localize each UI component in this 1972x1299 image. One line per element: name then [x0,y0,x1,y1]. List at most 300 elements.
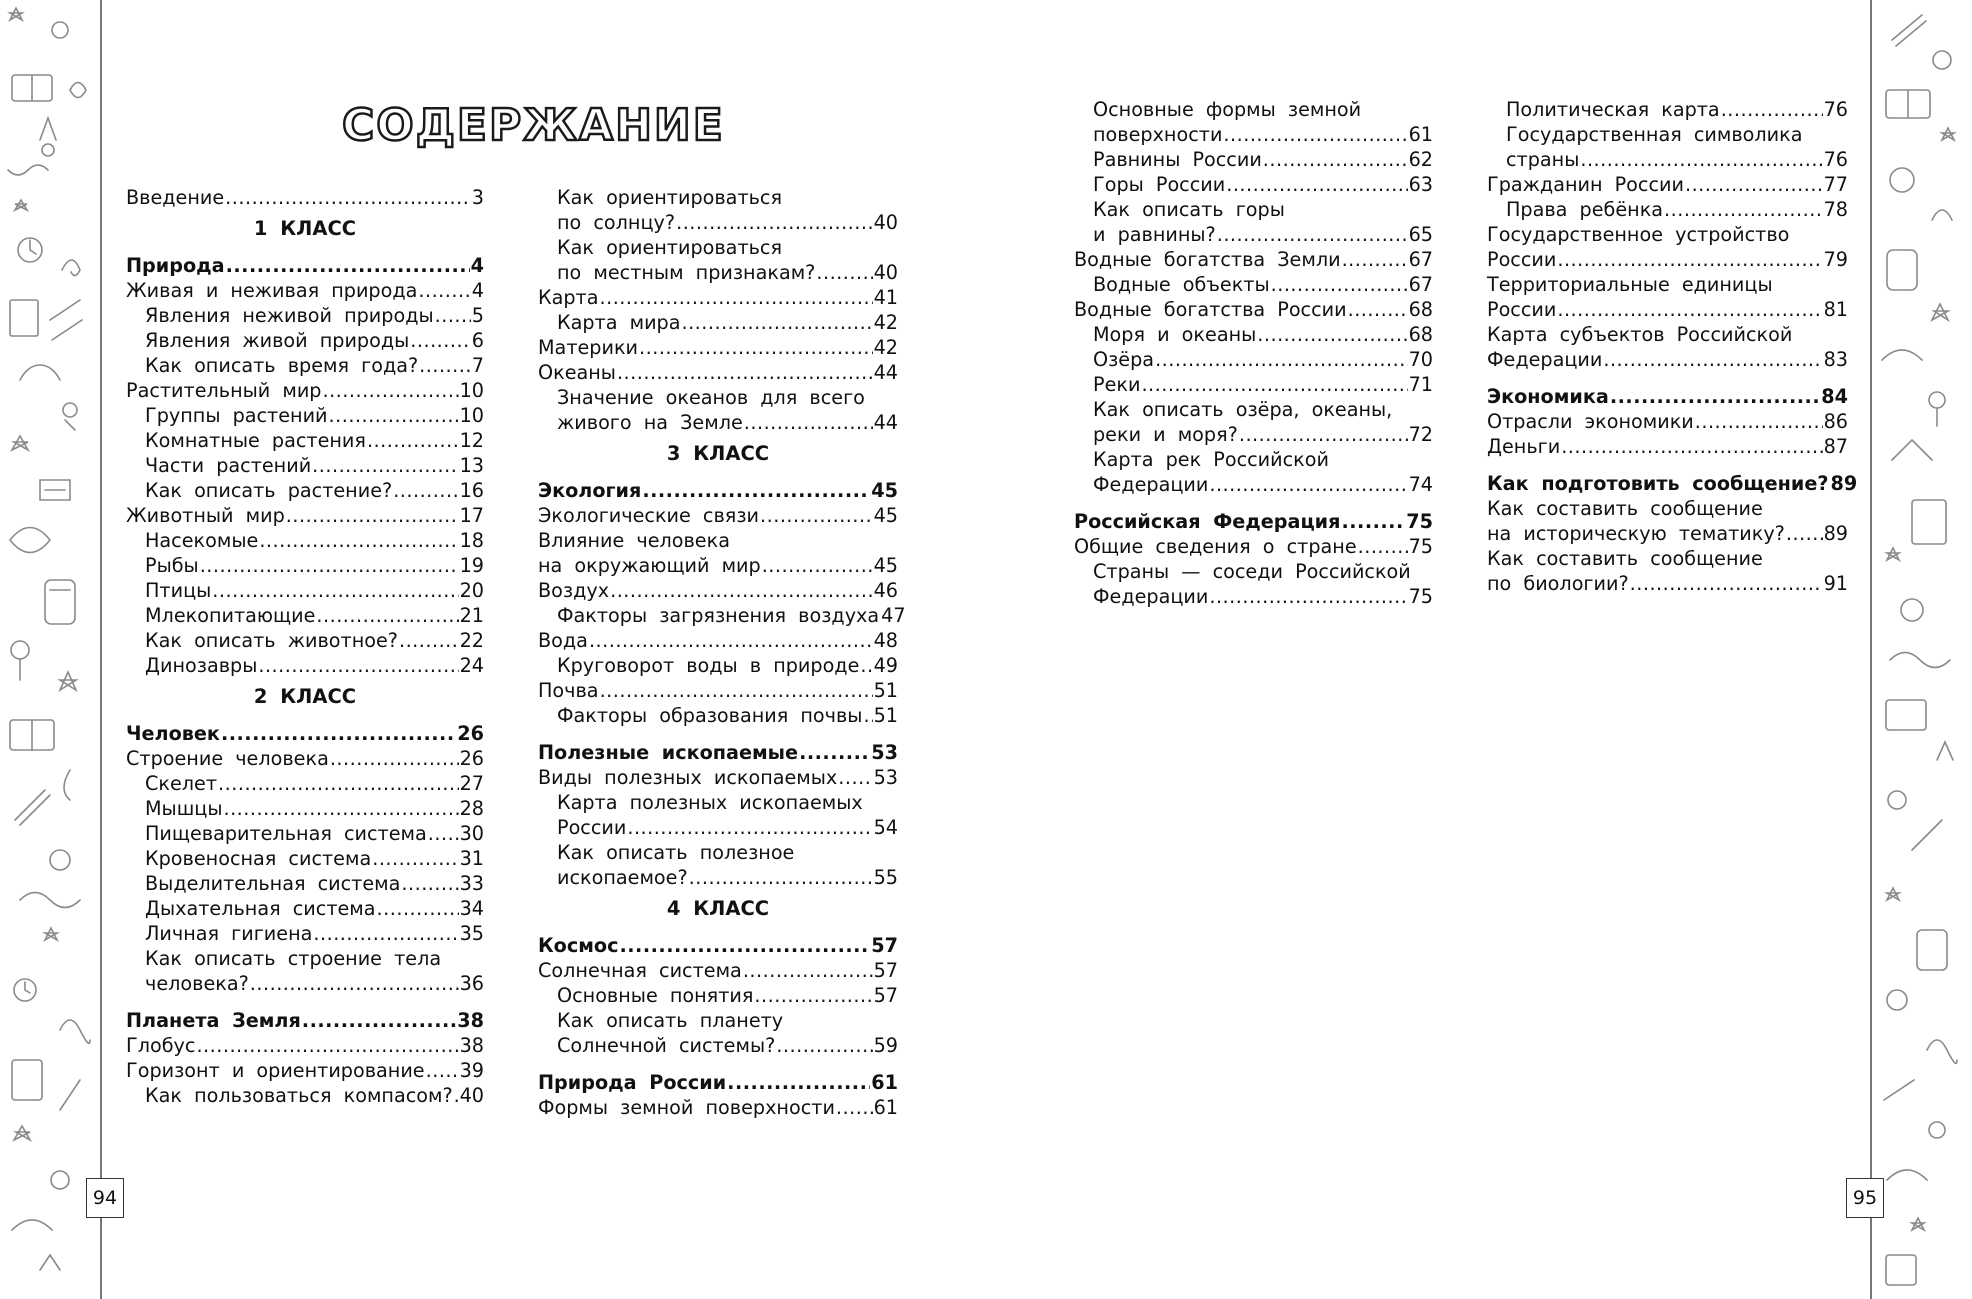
toc-page-number: 76 [1823,148,1848,171]
toc-entry-title: Как описать растение? [145,479,393,502]
toc-page-number: 45 [873,554,898,577]
toc-page-number: 24 [459,654,484,677]
toc-entry[interactable] [538,360,898,385]
toc-leader-dots [760,503,873,528]
toc-entry-title: Как подготовить сообщение? [1487,472,1829,495]
toc-page-number: 44 [873,411,898,434]
toc-entry-title: по биологии? [1487,572,1629,595]
toc-page-number: 79 [1823,248,1848,271]
toc-entry[interactable] [126,821,484,846]
toc-entry[interactable] [538,983,898,1008]
toc-entry[interactable] [126,721,484,746]
section-heading: 2 КЛАСС [253,685,357,708]
toc-entry[interactable] [126,553,484,578]
toc-leader-dots [200,553,459,578]
toc-leader-dots [1358,534,1408,559]
toc-entry[interactable] [1074,297,1433,322]
toc-entry-title: Кровеносная система [145,847,372,870]
toc-entry[interactable] [1487,521,1848,546]
toc-entry-title: Как составить сообщение [1487,497,1763,520]
toc-page-number: 70 [1408,348,1433,371]
toc-entry-title: Деньги [1487,435,1561,458]
toc-leader-dots [250,971,459,996]
toc-entry-title: Карта мира [557,311,681,334]
toc-entry-line[interactable] [1074,397,1433,422]
toc-entry[interactable] [538,653,898,678]
toc-leader-dots [1209,584,1407,609]
toc-entry-line[interactable] [1074,447,1433,472]
toc-entry[interactable] [1487,147,1848,172]
toc-entry-line[interactable] [1487,272,1848,297]
toc-leader-dots [1141,372,1407,397]
toc-entry-line[interactable] [1487,546,1848,571]
toc-leader-dots [329,403,459,428]
toc-entry[interactable] [1074,272,1433,297]
toc-entry-title: Материки [538,336,639,359]
toc-entry-line[interactable] [538,235,898,260]
toc-leader-dots [600,285,873,310]
toc-entry-title: Государственное устройство [1487,223,1790,246]
toc-page-number: 19 [459,554,484,577]
toc-leader-dots [676,210,872,235]
toc-entry-title: Основные формы земной [1093,98,1362,121]
toc-page-number: 87 [1823,435,1848,458]
toc-entry[interactable] [126,303,484,328]
toc-entry-line[interactable] [1487,322,1848,347]
toc-page-number: 47 [881,604,906,627]
left-doodle-border [0,0,102,1299]
toc-entry-title: Дыхательная система [145,897,376,920]
toc-page-number: 34 [459,897,484,920]
toc-entry-line[interactable] [1487,496,1848,521]
toc-page-number: 31 [459,847,484,870]
toc-page-number: 57 [871,934,898,957]
toc-leader-dots [322,378,458,403]
section-heading: 3 КЛАСС [666,442,770,465]
toc-entry-line[interactable] [126,946,484,971]
toc-entry[interactable] [126,403,484,428]
toc-entry[interactable] [1074,222,1433,247]
toc-entry[interactable] [126,796,484,821]
toc-entry-title: Страны — соседи Российской [1093,560,1411,583]
toc-leader-dots [428,821,459,846]
toc-entry[interactable] [126,1058,484,1083]
toc-entry[interactable] [1074,247,1433,272]
toc-entry[interactable] [1074,422,1433,447]
toc-entry-line[interactable] [538,1008,898,1033]
toc-entry[interactable] [538,503,898,528]
toc-entry[interactable] [1487,384,1848,409]
toc-entry-title: Воздух [538,579,610,602]
toc-page-number: 42 [873,336,898,359]
toc-entry[interactable] [538,578,898,603]
toc-entry-title: Комнатные растения [145,429,366,452]
toc-entry[interactable] [126,253,484,278]
toc-page-number: 10 [459,379,484,402]
toc-entry[interactable] [126,278,484,303]
toc-entry[interactable] [1074,509,1433,534]
toc-entry-title: Природа России [538,1071,727,1094]
toc-leader-dots [372,846,458,871]
toc-entry[interactable] [126,328,484,353]
toc-entry-title: Водные богатства Земли [1074,248,1341,271]
toc-leader-dots [1603,347,1822,372]
toc-leader-dots [1557,247,1822,272]
toc-entry[interactable] [538,310,898,335]
toc-leader-dots [302,1008,457,1033]
toc-page-number: 71 [1408,373,1433,396]
toc-entry-title: Экономика [1487,385,1609,408]
toc-entry[interactable] [538,478,898,503]
toc-entry[interactable] [1074,147,1433,172]
toc-entry[interactable] [538,815,898,840]
toc-leader-dots [212,578,458,603]
toc-leader-dots [1610,384,1820,409]
toc-leader-dots [639,335,873,360]
toc-leader-dots [1557,297,1822,322]
toc-entry[interactable] [126,846,484,871]
toc-page-number: 38 [459,1034,484,1057]
toc-entry[interactable] [538,410,898,435]
toc-entry[interactable] [1074,534,1433,559]
toc-entry[interactable] [538,1070,898,1095]
toc-entry-title: на историческую тематику? [1487,522,1785,545]
toc-entry-title: Значение океанов для всего [557,386,865,409]
toc-entry-title: Строение человека [126,747,329,770]
toc-entry-title: Водные объекты [1093,273,1270,296]
toc-page-number: 89 [1830,472,1858,495]
toc-entry-title: по местным признакам? [557,261,816,284]
toc-leader-dots [226,253,470,278]
toc-entry-title: Части растений [145,454,312,477]
toc-entry[interactable] [126,1083,484,1108]
toc-entry[interactable] [1074,372,1433,397]
toc-page-number: 67 [1408,273,1433,296]
toc-entry-title: Виды полезных ископаемых [538,766,838,789]
toc-entry-title: Солнечная система [538,959,742,982]
toc-page-number: 81 [1823,298,1848,321]
toc-leader-dots [863,703,872,728]
toc-page-number: 18 [459,529,484,552]
page-number-right: 95 [1846,1178,1884,1218]
toc-entry[interactable] [1487,347,1848,372]
toc-entry[interactable] [538,628,898,653]
toc-leader-dots [1226,172,1407,197]
toc-entry-title: Территориальные единицы [1487,273,1773,296]
toc-page-number: 40 [873,261,898,284]
toc-entry-title: реки и моря? [1093,423,1238,446]
toc-entry[interactable] [126,871,484,896]
toc-entry[interactable] [126,1008,484,1033]
toc-entry-title: Явления неживой природы [145,304,434,327]
toc-page-number: 74 [1408,473,1433,496]
toc-entry-line[interactable] [1074,97,1433,122]
toc-entry-title: Как описать строение тела [145,947,442,970]
toc-entry-title: Как описать озёра, океаны, [1093,398,1393,421]
toc-leader-dots [610,578,872,603]
toc-leader-dots [642,478,870,503]
toc-entry-title: Карта субъектов Российской [1487,323,1793,346]
toc-entry-title: на окружающий мир [538,554,761,577]
toc-page-number: 86 [1823,410,1848,433]
doodle-pattern-icon [1872,0,1972,1299]
toc-page-number: 89 [1823,522,1848,545]
toc-entry[interactable] [1487,571,1848,596]
toc-entry-title: Горизонт и ориентирование [126,1059,425,1082]
toc-entry-title: Полезные ископаемые [538,741,799,764]
toc-page-number: 53 [871,741,898,764]
toc-page-number: 77 [1823,173,1848,196]
toc-entry[interactable] [126,503,484,528]
toc-entry-title: Динозавры [145,654,258,677]
toc-entry-title: Насекомые [145,529,259,552]
toc-entry-title: Водные богатства России [1074,298,1347,321]
toc-entry-title: России [1487,248,1557,271]
toc-entry-title: человека? [145,972,249,995]
toc-page-number: 39 [459,1059,484,1082]
toc-page-number: 78 [1823,198,1848,221]
toc-entry-title: Озёра [1093,348,1155,371]
toc-entry-title: ископаемое? [557,866,688,889]
toc-entry[interactable] [1074,584,1433,609]
toc-entry-title: Как описать время года? [145,354,419,377]
toc-entry[interactable] [538,865,898,890]
toc-entry[interactable] [126,428,484,453]
toc-entry[interactable] [538,678,898,703]
page-title: СОДЕРЖАНИЕ [342,100,725,151]
toc-entry-line[interactable] [1487,222,1848,247]
toc-page-number: 38 [457,1009,484,1032]
toc-leader-dots [619,933,870,958]
toc-leader-dots [196,1033,458,1058]
toc-entry[interactable] [538,765,898,790]
toc-leader-dots [367,428,459,453]
toc-entry[interactable] [1487,172,1848,197]
toc-leader-dots [589,628,873,653]
toc-entry-title: Выделительная система [145,872,401,895]
toc-entry-title: Моря и океаны [1093,323,1257,346]
toc-entry-title: Факторы образования почвы [557,704,863,727]
toc-entry-title: Реки [1093,373,1141,396]
toc-entry-title: Факторы загрязнения воздуха [557,604,880,627]
toc-entry[interactable] [1074,322,1433,347]
toc-entry-title: Животный мир [126,504,285,527]
toc-leader-dots [1342,247,1408,272]
toc-entry-title: Федерации [1093,473,1209,496]
toc-page-number: 6 [471,329,484,352]
page-number-left: 94 [86,1178,124,1218]
toc-leader-dots [727,1070,870,1095]
toc-page-number: 65 [1408,223,1433,246]
toc-entry[interactable] [538,285,898,310]
toc-leader-dots [838,765,872,790]
toc-leader-dots [1239,422,1408,447]
toc-leader-dots [689,865,873,890]
toc-page-number: 35 [459,922,484,945]
toc-page-number: 26 [459,747,484,770]
toc-page-number: 40 [873,211,898,234]
toc-entry-line[interactable] [1487,122,1848,147]
toc-page-number: 28 [459,797,484,820]
toc-page-number: 5 [471,304,484,327]
toc-entry[interactable] [126,185,484,210]
toc-page-number: 42 [873,311,898,334]
toc-column-2 [538,185,906,1120]
toc-entry[interactable] [538,740,898,765]
toc-leader-dots [1721,97,1823,122]
toc-page-number: 67 [1408,248,1433,271]
toc-leader-dots [776,1033,872,1058]
toc-entry-title: Мышцы [145,797,223,820]
toc-page-number: 76 [1823,98,1848,121]
toc-leader-dots [1664,197,1823,222]
toc-entry[interactable] [126,921,484,946]
toc-page-number: 21 [459,604,484,627]
toc-entry[interactable] [538,958,898,983]
toc-leader-dots [681,310,872,335]
toc-leader-dots [1630,571,1823,596]
toc-entry[interactable] [126,528,484,553]
toc-leader-dots [799,740,870,765]
toc-entry-title: Глобус [126,1034,196,1057]
toc-entry[interactable] [538,1095,898,1120]
toc-page-number: 51 [873,704,898,727]
toc-leader-dots [1223,122,1407,147]
toc-column-1 [126,185,484,1108]
toc-entry-title: Федерации [1093,585,1209,608]
toc-entry-title: Как описать горы [1093,198,1285,221]
toc-leader-dots [377,896,459,921]
toc-entry[interactable] [538,703,898,728]
toc-page-number: 68 [1408,323,1433,346]
toc-entry[interactable] [538,603,906,628]
toc-page-number: 59 [873,1034,898,1057]
toc-leader-dots [410,328,471,353]
toc-entry-title: Равнины России [1093,148,1262,171]
toc-entry-line[interactable] [538,840,898,865]
toc-entry-title: России [1487,298,1557,321]
toc-entry[interactable] [1487,297,1848,322]
toc-entry-title: Политическая карта [1506,98,1720,121]
toc-leader-dots [836,1095,873,1120]
toc-page-number: 12 [459,429,484,452]
toc-entry[interactable] [126,746,484,771]
toc-entry[interactable] [1487,434,1848,459]
toc-leader-dots [418,278,470,303]
toc-leader-dots [860,653,872,678]
toc-page-number: 45 [871,479,898,502]
toc-entry[interactable] [1487,97,1848,122]
toc-entry-title: Карта полезных ископаемых [557,791,863,814]
toc-entry[interactable] [126,896,484,921]
toc-leader-dots [600,678,873,703]
toc-leader-dots [1271,272,1408,297]
toc-entry-line[interactable] [538,528,898,553]
toc-entry-title: Птицы [145,579,212,602]
toc-page-number: 10 [459,404,484,427]
toc-leader-dots [454,1083,459,1108]
toc-entry-line[interactable] [538,790,898,815]
toc-leader-dots [1155,347,1408,372]
toc-page-number: 75 [1408,535,1433,558]
toc-entry-line[interactable] [538,185,898,210]
toc-leader-dots [393,478,458,503]
toc-entry-title: живого на Земле [557,411,743,434]
toc-leader-dots [1580,147,1822,172]
toc-leader-dots [744,410,873,435]
toc-entry-line[interactable] [1074,197,1433,222]
toc-page-number: 22 [459,629,484,652]
toc-page-number: 13 [459,454,484,477]
toc-entry-title: Почва [538,679,599,702]
toc-entry[interactable] [1487,197,1848,222]
doodle-pattern-icon [0,0,100,1299]
toc-page-number: 61 [1408,123,1433,146]
toc-entry[interactable] [538,933,898,958]
toc-entry[interactable] [126,771,484,796]
toc-entry[interactable] [538,260,898,285]
toc-leader-dots [401,871,458,896]
toc-page-number: 61 [873,1096,898,1119]
toc-entry[interactable] [126,378,484,403]
toc-page-number: 57 [873,959,898,982]
toc-entry[interactable] [1487,247,1848,272]
toc-entry-title: Как ориентироваться [557,186,783,209]
toc-entry-title: Явления живой природы [145,329,410,352]
toc-page-number: 17 [459,504,484,527]
toc-entry[interactable] [126,353,484,378]
toc-entry-title: Как пользоваться компасом? [145,1084,453,1107]
toc-entry[interactable] [126,628,484,653]
toc-entry-title: Права ребёнка [1506,198,1664,221]
toc-page-number: 40 [459,1084,484,1107]
toc-entry-line[interactable] [1074,559,1433,584]
toc-entry[interactable] [126,971,484,996]
toc-entry[interactable] [126,603,484,628]
toc-page-number: 57 [873,984,898,1007]
toc-entry-title: Скелет [145,772,218,795]
toc-leader-dots [1263,147,1408,172]
toc-entry[interactable] [126,478,484,503]
toc-entry[interactable] [1074,122,1433,147]
toc-entry[interactable] [1074,347,1433,372]
toc-leader-dots [221,721,456,746]
toc-entry[interactable] [538,335,898,360]
toc-entry-title: Общие сведения о стране [1074,535,1357,558]
toc-entry[interactable] [1487,471,1858,496]
toc-entry[interactable] [538,210,898,235]
toc-page-number: 55 [873,866,898,889]
toc-entry-title: Карта [538,286,599,309]
toc-entry-title: Рыбы [145,554,199,577]
toc-entry-title: Государственная символика [1506,123,1803,146]
toc-entry[interactable] [538,1033,898,1058]
toc-page-number: 4 [471,279,484,302]
toc-entry[interactable] [126,653,484,678]
toc-entry[interactable] [1074,172,1433,197]
toc-entry[interactable] [126,1033,484,1058]
toc-leader-dots [627,815,872,840]
toc-entry[interactable] [126,578,484,603]
toc-entry[interactable] [126,453,484,478]
toc-entry-title: Человек [126,722,220,745]
toc-entry[interactable] [538,553,898,578]
toc-entry[interactable] [1074,472,1433,497]
toc-entry-line[interactable] [538,385,898,410]
toc-entry-title: Карта рек Российской [1093,448,1329,471]
toc-entry[interactable] [1487,409,1848,434]
toc-leader-dots [1561,434,1822,459]
